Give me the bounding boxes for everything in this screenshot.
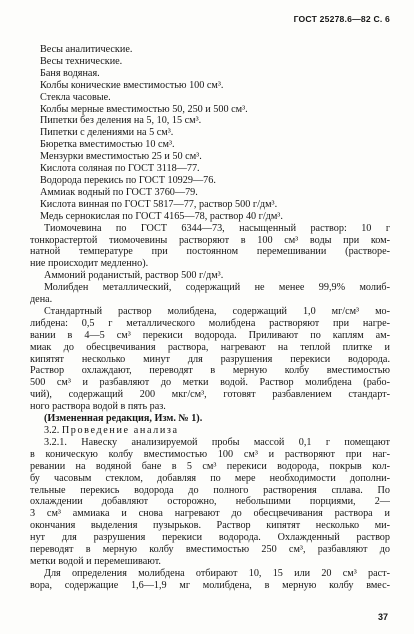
- list-item: Стекла часовые.: [40, 91, 111, 103]
- text-line: окончания выделения пузырьков. Раствор кипятят несколько ми-: [30, 520, 390, 532]
- text-line: 3 см³ аммиака и снова нагревают до обесцвечивания раствора и: [30, 508, 390, 520]
- text-line: миак до обесцвечивания раствора, нагревают на теплой плитке и: [30, 341, 390, 353]
- text-line: тельные перекись водорода до полного растворения сплава. По: [30, 484, 390, 496]
- list-item: Кислота винная по ГОСТ 5817—77, раствор 500 г/дм³.: [40, 198, 278, 210]
- list-item: Пипетки с делениями на 5 см³.: [40, 127, 174, 139]
- text-line: ревании на водяной бане в 5 см³ перекиси водорода, покрыв кол-: [30, 460, 390, 472]
- section-title: Проведение анализа: [61, 425, 179, 436]
- paragraph-standard-solution: [0, 306, 414, 413]
- text-line: бу часовым стеклом, добавляя по мере необходимости дополни-: [30, 472, 390, 484]
- text-line: в коническую колбу вместимостью 100 см³ и растворяют при наг-: [30, 448, 390, 460]
- text-line: вании в 4—5 см³ перекиси водорода. Приливают по каплям ам-: [30, 329, 390, 341]
- text-line: кипятят несколько минут для разрушения перекиси водорода.: [30, 353, 390, 365]
- list-item: Водорода перекись по ГОСТ 10929—76.: [40, 174, 216, 186]
- list-item: Баня водяная.: [40, 67, 100, 79]
- list-item: Весы технические.: [40, 55, 123, 67]
- edition-note-text: (Измененная редакция, Изм. № 1).: [44, 413, 203, 425]
- page-number: 37: [377, 612, 388, 622]
- paragraph-rhodanide: [0, 270, 414, 282]
- text-line: охлаждении добавляют осторожно, небольшими порциями, 2—: [30, 496, 390, 508]
- text-line: тонкорастертой тиомочевины растворяют в 100 см³ воды при ком-: [30, 234, 390, 246]
- text-line: Молибден металлический, содержащий не менее 99,9% молиб-: [44, 282, 390, 294]
- list-item: Колбы конические вместимостью 100 см³.: [40, 79, 224, 91]
- section-heading: [0, 425, 414, 437]
- paragraph-final: [0, 568, 414, 592]
- text-line: переводят в мерную колбу вместимостью 250 см³, разбавляют до: [30, 544, 390, 556]
- list-item: Пипетки без деления на 5, 10, 15 см³.: [40, 115, 202, 127]
- text-line: чий), содержащий 200 мкг/см³, готовят разбавлением стандарт-: [30, 389, 390, 401]
- list-item: Бюретка вместимостью 10 см³.: [40, 139, 175, 151]
- text-line: дена.: [30, 294, 53, 306]
- text-line: Стандартный раствор молибдена, содержащий 1,0 мг/см³ мо-: [44, 305, 390, 317]
- text-line: Для определения молибдена отбирают 10, 15 или 20 см³ раст-: [44, 567, 390, 579]
- paragraph-molybdenum: [0, 282, 414, 306]
- edition-note: [0, 413, 414, 425]
- text-line: 500 см³ и разбавляют до метки водой. Раствор молибдена (рабо-: [30, 377, 390, 389]
- list-item: Колбы мерные вместимостью 50, 250 и 500 см³.: [40, 103, 248, 115]
- text-line: либдена: 0,5 г металлического молибдена растворяют при нагре-: [30, 317, 390, 329]
- text-line: вора, содержащие 1,6—1,9 мг молибдена, в мерную колбу вмес-: [30, 579, 390, 591]
- page-header: ГОСТ 25278.6—82 С. 6: [293, 14, 390, 24]
- text-line: ного раствора водой в пять раз.: [30, 401, 166, 413]
- text-line: ние происходит медленно).: [30, 258, 149, 270]
- list-item: Медь сернокислая по ГОСТ 4165—78, раствор 40 г/дм³.: [40, 210, 283, 222]
- paragraph-thiourea: [0, 223, 414, 271]
- text-line: метки водой и перемешивают.: [30, 555, 161, 567]
- list-item: Аммиак водный по ГОСТ 3760—79.: [40, 186, 198, 198]
- apparatus-list: [0, 44, 414, 223]
- section-number: 3.2.: [44, 425, 60, 436]
- text-line: Тиомочевина по ГОСТ 6344—73, насыщенный раствор: 10 г: [44, 222, 390, 234]
- text-line: Раствор охлаждают, переводят в мерную колбу вместимостью: [30, 365, 390, 377]
- list-item: Кислота соляная по ГОСТ 3118—77.: [40, 163, 200, 175]
- text-line: натной температуре при постоянном перемешивании (растворе-: [30, 246, 390, 258]
- list-item: Мензурки вместимостью 25 и 50 см³.: [40, 151, 202, 163]
- section-heading-line: [30, 425, 390, 437]
- paragraph-3-2-1: [0, 437, 414, 568]
- text-line: нут для разрушения перекиси водорода. Охлажденный раствор: [30, 532, 390, 544]
- list-item: Весы аналитические.: [40, 44, 133, 55]
- text-line: 3.2.1. Навеску анализируемой пробы массой 0,1 г помещают: [44, 436, 390, 448]
- text-line: Аммоний роданистый, раствор 500 г/дм³.: [44, 270, 224, 282]
- page-content: [0, 44, 414, 592]
